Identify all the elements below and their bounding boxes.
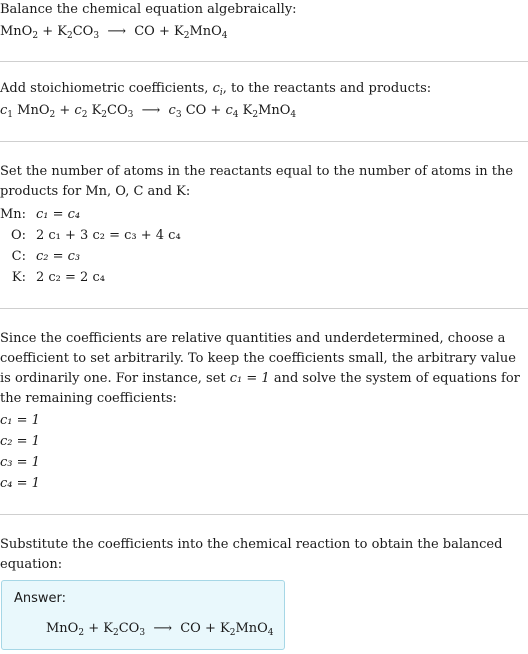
subscript: 2 [183, 31, 190, 41]
variable-c: c [212, 81, 220, 96]
answer-label: Answer: [14, 591, 67, 606]
subscript: 4 [232, 110, 239, 120]
reaction-arrow-icon: ⟶ [153, 621, 172, 636]
set-c1-value: c₁ = 1 [229, 371, 270, 386]
product-k2mno4-part: MnO [258, 103, 291, 118]
subscript: 2 [32, 31, 39, 41]
product-k2mno4: K [220, 621, 230, 636]
unbalanced-equation: $MnO_2 + K_2CO_3$ ⟶ CO + $K_2MnO_4$ [0, 24, 228, 41]
subscript: 2 [112, 628, 119, 638]
section1-heading: Balance the chemical equation algebraically: [0, 2, 297, 17]
divider [0, 61, 528, 62]
product-co: CO [180, 621, 201, 636]
coef-c2: c [74, 103, 82, 118]
subscript: 3 [139, 628, 146, 638]
divider [0, 308, 528, 309]
subscript: 4 [267, 628, 274, 638]
atom-row-k [0, 267, 528, 288]
solution-list [0, 410, 528, 494]
row-label: O: [10, 228, 26, 243]
subscript: 4 [290, 110, 297, 120]
section-substitute [0, 535, 528, 575]
atom-row-o [0, 225, 528, 246]
subscript: 2 [101, 110, 108, 120]
solution-c3: c₃ = 1 [0, 455, 40, 470]
coefficient-equation: $c_1$ $MnO_2 + c_2$ $K_2CO_3$ ⟶ $c_3$ CO + $c_4$ $K_2MnO_4$ [0, 103, 297, 120]
subscript: 2 [78, 628, 85, 638]
divider [0, 141, 528, 142]
row-equation: 2 c₁ + 3 c₂ = c₃ + 4 c₄ [36, 228, 181, 243]
atom-equation-grid [0, 204, 528, 288]
subscript: 1 [7, 110, 14, 120]
product-co: CO [134, 24, 155, 39]
product-k2mno4-part: MnO [235, 621, 268, 636]
product-co: CO [185, 103, 207, 118]
reaction-arrow-icon: ⟶ [141, 103, 161, 118]
paragraph-text: and solve the system of equations for the remaining coefficients: [0, 371, 520, 406]
atom-row-mn [0, 204, 528, 225]
divider [0, 514, 528, 515]
reactant-k2co3-part: CO [72, 24, 94, 39]
solution-c4: c₄ = 1 [0, 476, 40, 491]
atom-row-c [0, 246, 528, 267]
subscript: 2 [81, 110, 88, 120]
subscript: 3 [93, 31, 100, 41]
row-label: Mn: [0, 207, 27, 222]
heading-text: , to the reactants and products: [222, 81, 432, 96]
section4-paragraph [0, 329, 526, 409]
section-coefficients [0, 79, 528, 121]
coef-c1: c [0, 103, 8, 118]
reactant-mno2: MnO [46, 621, 79, 636]
row-label: C: [11, 249, 26, 264]
answer-box [1, 580, 285, 650]
reaction-arrow-icon: ⟶ [107, 24, 126, 39]
subscript: i [219, 88, 223, 98]
section2-heading [0, 79, 528, 99]
row-equation: c₂ = c₃ [36, 249, 81, 264]
solution-c1: c₁ = 1 [0, 413, 40, 428]
coef-c4: c [225, 103, 233, 118]
section-atom-balance [0, 162, 528, 288]
subscript: 2 [252, 110, 259, 120]
row-equation: 2 c₂ = 2 c₄ [36, 270, 105, 285]
balanced-equation: $MnO_2 + K_2CO_3$ ⟶ CO + $K_2MnO_4$ [46, 621, 274, 638]
reactant-k2co3-part: CO [118, 621, 140, 636]
section-solve [0, 329, 528, 494]
product-k2mno4: K [242, 103, 253, 118]
reactant-mno2: MnO [17, 103, 50, 118]
reactant-mno2: MnO [0, 24, 33, 39]
section-balance-intro [0, 0, 528, 42]
reactant-k2co3: K [57, 24, 67, 39]
subscript: 2 [229, 628, 236, 638]
paragraph-text: Since the coefficients are relative quantities and underdetermined, choose a coefficient to set arbitrarily. To keep the coefficients small, the arbitrary value is ordinarily one. For instance, set [0, 331, 516, 386]
subscript: 3 [127, 110, 134, 120]
subscript: 2 [49, 110, 56, 120]
solution-c2: c₂ = 1 [0, 434, 40, 449]
reactant-k2co3-part: CO [107, 103, 128, 118]
coef-c3: c [168, 103, 176, 118]
row-equation: c₁ = c₄ [36, 207, 81, 222]
subscript: 3 [175, 110, 182, 120]
product-k2mno4: K [174, 24, 184, 39]
row-label: K: [11, 270, 26, 285]
heading-text: Add stoichiometric coefficients, [0, 81, 213, 96]
section5-paragraph: Substitute the coefficients into the chemical reaction to obtain the balanced equation: [0, 537, 503, 572]
subscript: 4 [221, 31, 228, 41]
product-k2mno4-part: MnO [189, 24, 222, 39]
reactant-k2co3: K [103, 621, 113, 636]
section3-paragraph: Set the number of atoms in the reactants equal to the number of atoms in the products for Mn, O, C and K: [0, 164, 514, 199]
subscript: 2 [66, 31, 73, 41]
reactant-k2co3: K [91, 103, 102, 118]
